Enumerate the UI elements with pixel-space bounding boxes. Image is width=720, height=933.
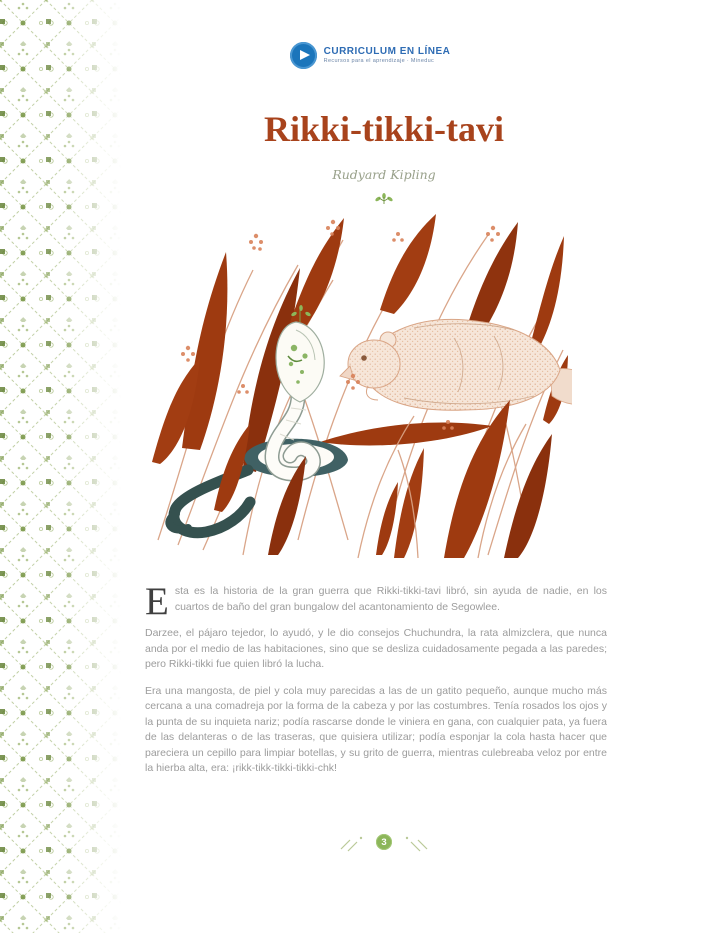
story-author: Rudyard Kipling [332, 167, 436, 182]
page-title: Rikki-tikki-tavi [263, 109, 505, 149]
paragraph-1-text: sta es la historia de la gran guerra que Rikki-tikki-tavi libró, sin ayuda de nadie, en los cuartos de baño del gran bungalow del acantonamiento de Segowlee. [174, 585, 607, 613]
grass-leaf-front [320, 423, 492, 446]
paragraph-1 [145, 580, 607, 623]
header [0, 42, 720, 69]
paragraph-3-text: Era una mangosta, de piel y cola muy parecidas a las de un gatito pequeño, aunque mucho más cercana a una comadreja por la forma de la cabeza y por las costumbres. Tenía rosados los ojos y la punta de su inquieta nariz; podía rascarse donde le viniera en gana, con cualquier pata, ya fuera de las delanteras o de las traseras, que quisiera utilizar; podía esponjar la cola hasta hacer que pareciera un cepillo para limpiar botellas, y su grito de guerra, mientras culebreaba veloz por entre la hierba alta, era: ¡rikk-tikk-tikki-tikki-chk! [145, 684, 607, 774]
page-number-badge: 3 [376, 834, 392, 850]
paragraph-2-text: Darzee, el pájaro tejedor, lo ayudó, y le dio consejos Chuchundra, la rata almizclera, que nunca anda por el medio de las habitaciones, sino que se desliza cuidadosamente pegada a las paredes; pero Rikki-tikki fue quien libró la lucha. [145, 627, 607, 670]
mongoose-eye [361, 355, 367, 361]
paragraph-2 [145, 626, 607, 673]
play-icon [290, 42, 317, 69]
logo-tagline: Recursos para el aprendizaje · Mineduc [323, 58, 435, 64]
logo-text [324, 47, 451, 65]
ornament-row [24, 191, 720, 205]
drop-cap: E [145, 580, 169, 623]
paragraph-3 [145, 684, 607, 777]
story-text [145, 580, 607, 788]
page-footer [24, 832, 720, 852]
logo-brand: CURRICULUM EN LÍNEA [323, 45, 451, 57]
leaf-ornament-icon [372, 191, 396, 205]
cobra-hood [276, 322, 324, 402]
footer-ornament-right-icon [401, 832, 431, 852]
footer-ornament-left-icon [337, 832, 367, 852]
story-illustration [148, 210, 572, 560]
curriculum-en-linea-logo [290, 42, 451, 69]
